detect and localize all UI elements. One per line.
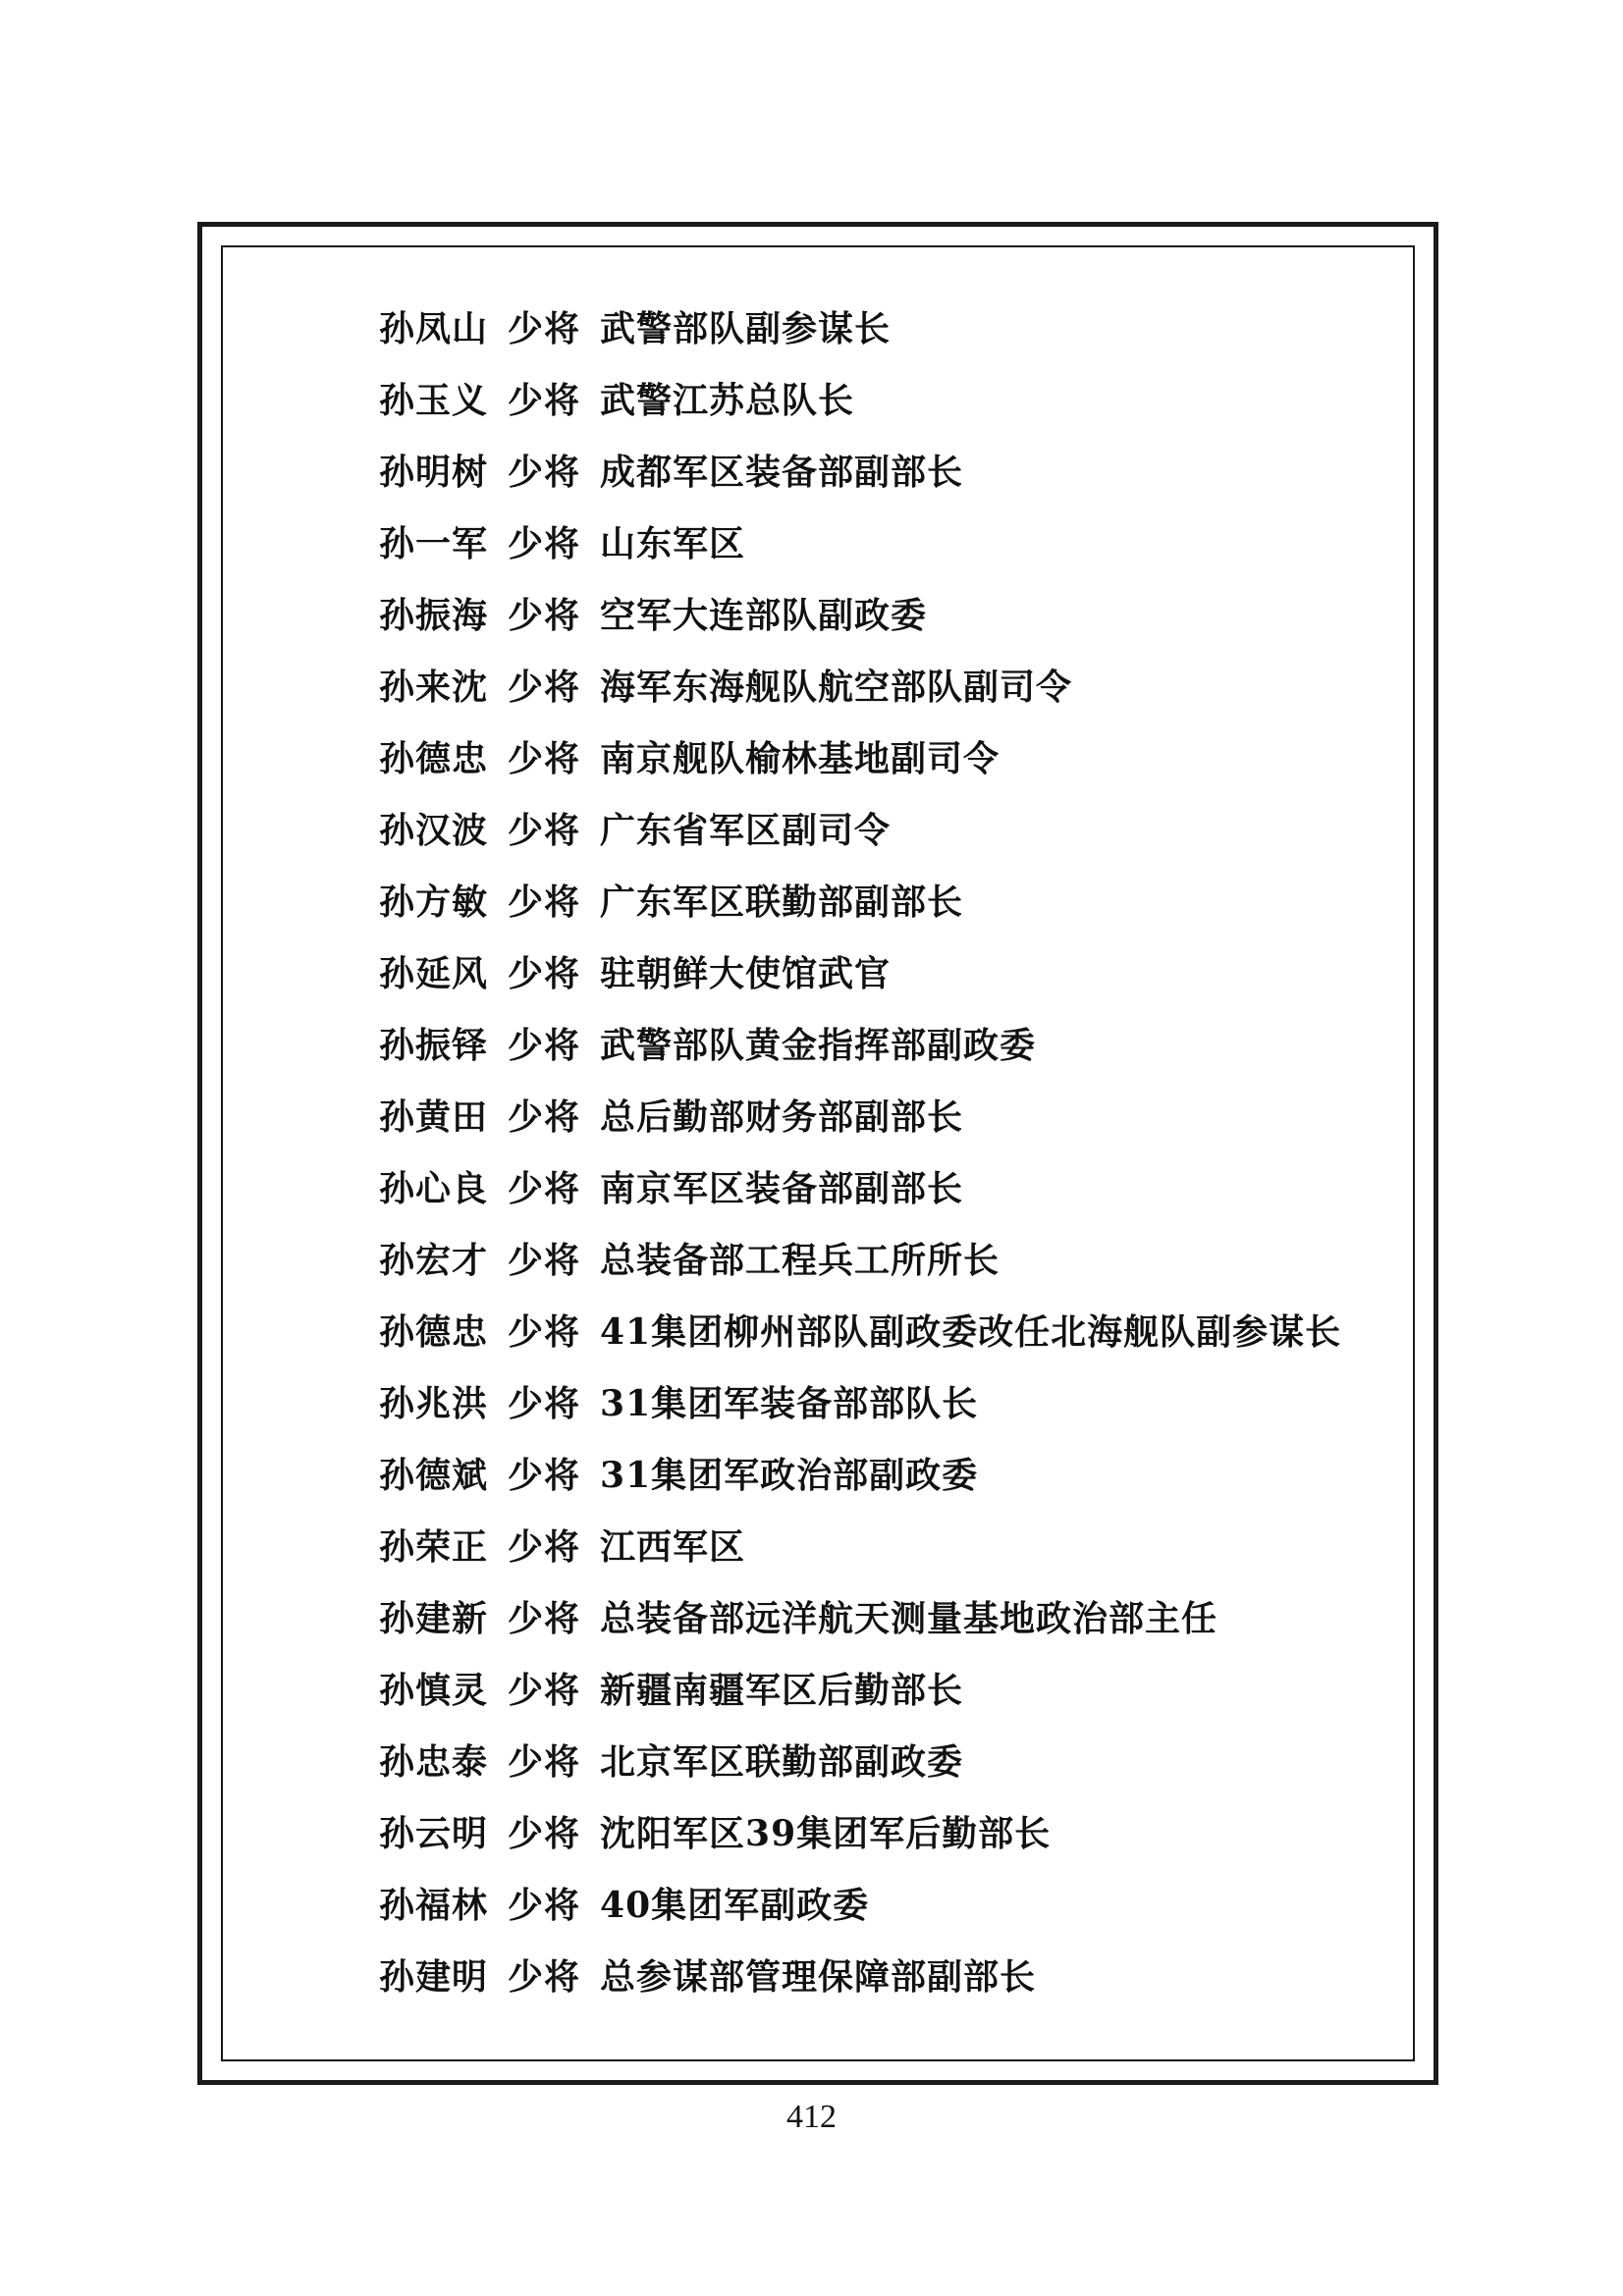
list-item [379, 1798, 1341, 1870]
list-item [379, 1368, 1341, 1440]
list-item [379, 938, 1341, 1010]
officer-rank: 少将 [508, 1455, 581, 1496]
list-item [379, 652, 1341, 723]
officer-rank: 少将 [508, 1240, 581, 1281]
officer-position: 北京军区联勤部副政委 [600, 1741, 964, 1783]
list-item [379, 867, 1341, 938]
list-item [379, 1727, 1341, 1798]
officer-position: 总参谋部管理保障部副部长 [600, 1956, 1037, 1998]
officer-rank: 少将 [508, 1741, 581, 1783]
page-number: 412 [786, 2099, 837, 2135]
officer-rank: 少将 [508, 810, 581, 851]
officer-name: 孙延风 [379, 953, 489, 994]
officer-rank: 少将 [508, 595, 581, 636]
officer-rank: 少将 [508, 1096, 581, 1138]
officer-position: 总后勤部财务部副部长 [600, 1096, 964, 1138]
list-item [379, 1942, 1341, 2013]
officer-position: 驻朝鲜大使馆武官 [600, 953, 892, 994]
officer-name: 孙云明 [379, 1813, 489, 1854]
officer-position: 41集团柳州部队副政委改任北海舰队副参谋长 [600, 1311, 1342, 1353]
officer-position: 31集团军政治部副政委 [600, 1455, 979, 1496]
officer-position: 南京军区装备部副部长 [600, 1168, 964, 1209]
list-item [379, 580, 1341, 652]
officer-position: 总装备部工程兵工所所长 [600, 1240, 1001, 1281]
officer-name: 孙振海 [379, 595, 489, 636]
outer-border-frame [197, 222, 1438, 2085]
officer-rank: 少将 [508, 1670, 581, 1711]
officer-list [379, 294, 1341, 2013]
officer-name: 孙兆洪 [379, 1383, 489, 1424]
list-item [379, 1870, 1341, 1942]
officer-position: 武警部队副参谋长 [600, 308, 892, 349]
list-item [379, 1512, 1341, 1583]
officer-rank: 少将 [508, 881, 581, 923]
list-item [379, 1440, 1341, 1512]
officer-name: 孙建明 [379, 1956, 489, 1998]
officer-position: 空军大连部队副政委 [600, 595, 928, 636]
list-item [379, 1225, 1341, 1297]
officer-name: 孙忠泰 [379, 1741, 489, 1783]
list-item [379, 365, 1341, 437]
list-item [379, 1655, 1341, 1727]
officer-name: 孙荣正 [379, 1526, 489, 1568]
officer-name: 孙福林 [379, 1885, 489, 1926]
officer-position: 广东省军区副司令 [600, 810, 892, 851]
officer-position: 武警江苏总队长 [600, 380, 855, 421]
list-item [379, 1297, 1341, 1368]
list-item [379, 437, 1341, 508]
officer-rank: 少将 [508, 1025, 581, 1066]
officer-name: 孙来沈 [379, 667, 489, 708]
officer-position: 40集团军副政委 [600, 1885, 870, 1926]
officer-rank: 少将 [508, 1168, 581, 1209]
list-item [379, 1082, 1341, 1153]
officer-name: 孙慎灵 [379, 1670, 489, 1711]
officer-position: 山东军区 [600, 523, 746, 564]
officer-rank: 少将 [508, 1813, 581, 1854]
officer-position: 31集团军装备部部队长 [600, 1383, 979, 1424]
officer-rank: 少将 [508, 1956, 581, 1998]
list-item [379, 1583, 1341, 1655]
officer-rank: 少将 [508, 953, 581, 994]
officer-rank: 少将 [508, 1383, 581, 1424]
officer-rank: 少将 [508, 1526, 581, 1568]
officer-rank: 少将 [508, 738, 581, 779]
list-item [379, 795, 1341, 867]
inner-border-frame [221, 245, 1415, 2061]
officer-name: 孙黄田 [379, 1096, 489, 1138]
officer-name: 孙德忠 [379, 1311, 489, 1353]
officer-position: 沈阳军区39集团军后勤部长 [600, 1813, 1052, 1854]
officer-rank: 少将 [508, 1885, 581, 1926]
officer-position: 南京舰队榆林基地副司令 [600, 738, 1001, 779]
list-item [379, 294, 1341, 365]
officer-rank: 少将 [508, 1598, 581, 1639]
officer-rank: 少将 [508, 308, 581, 349]
officer-rank: 少将 [508, 667, 581, 708]
officer-position: 总装备部远洋航天测量基地政治部主任 [600, 1598, 1218, 1639]
officer-name: 孙汉波 [379, 810, 489, 851]
officer-name: 孙明树 [379, 452, 489, 493]
officer-name: 孙玉义 [379, 380, 489, 421]
officer-name: 孙德斌 [379, 1455, 489, 1496]
list-item [379, 1010, 1341, 1082]
officer-rank: 少将 [508, 1311, 581, 1353]
officer-position: 新疆南疆军区后勤部长 [600, 1670, 964, 1711]
officer-name: 孙方敏 [379, 881, 489, 923]
officer-rank: 少将 [508, 523, 581, 564]
officer-name: 孙振铎 [379, 1025, 489, 1066]
officer-position: 武警部队黄金指挥部副政委 [600, 1025, 1037, 1066]
officer-position: 广东军区联勤部副部长 [600, 881, 964, 923]
officer-rank: 少将 [508, 380, 581, 421]
officer-name: 孙宏才 [379, 1240, 489, 1281]
officer-position: 江西军区 [600, 1526, 746, 1568]
officer-name: 孙凤山 [379, 308, 489, 349]
officer-rank: 少将 [508, 452, 581, 493]
officer-position: 海军东海舰队航空部队副司令 [600, 667, 1073, 708]
list-item [379, 723, 1341, 795]
officer-name: 孙德忠 [379, 738, 489, 779]
officer-name: 孙一军 [379, 523, 489, 564]
officer-name: 孙心良 [379, 1168, 489, 1209]
list-item [379, 508, 1341, 580]
list-item [379, 1153, 1341, 1225]
officer-position: 成都军区装备部副部长 [600, 452, 964, 493]
officer-name: 孙建新 [379, 1598, 489, 1639]
